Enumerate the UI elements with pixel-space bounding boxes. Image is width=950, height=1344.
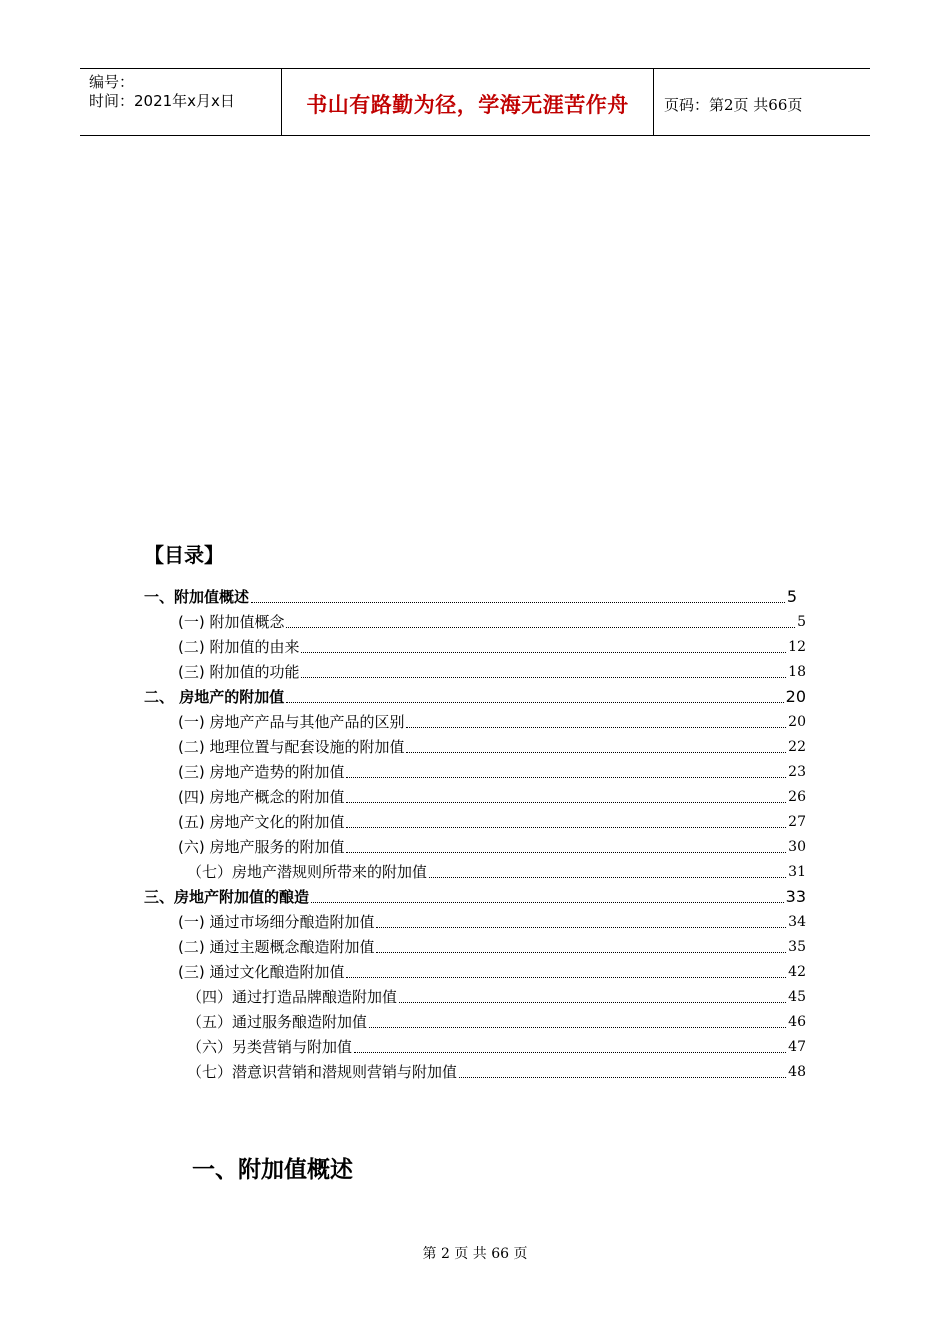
toc-entry-page: 35	[788, 939, 806, 955]
toc-leader	[459, 1076, 786, 1078]
toc-leader	[406, 751, 786, 753]
toc-entry-label: (二) 附加值的由来	[178, 638, 300, 656]
toc-entry-label: (四) 房地产概念的附加值	[178, 788, 345, 806]
toc-entry-page: 23	[788, 764, 806, 780]
toc-entry-page: 20	[785, 687, 806, 706]
toc-entry-page: 48	[788, 1064, 806, 1080]
toc-leader	[376, 926, 786, 928]
toc-entry[interactable]	[144, 808, 806, 833]
toc-leader	[376, 951, 786, 953]
toc-entry-label: （四）通过打造品牌酿造附加值	[187, 988, 398, 1006]
header-page-info: 页码：第2页 共66页	[664, 95, 803, 114]
header-time-label: 时间：2021年x月x日	[89, 92, 235, 110]
toc-leader	[301, 651, 786, 653]
toc-entry[interactable]	[144, 658, 806, 683]
toc-entry-page: 12	[788, 639, 806, 655]
toc-entry-label: （六）另类营销与附加值	[187, 1038, 353, 1056]
toc-entry-label: (一) 房地产产品与其他产品的区别	[178, 713, 405, 731]
toc-entry[interactable]	[144, 908, 806, 933]
toc-entry-page: 33	[785, 887, 806, 906]
header-number-label: 编号：	[89, 73, 135, 91]
table-of-contents	[144, 583, 806, 1083]
toc-entry[interactable]	[144, 683, 806, 708]
toc-entry-page: 18	[788, 664, 806, 680]
toc-leader	[346, 801, 786, 803]
toc-leader	[346, 776, 786, 778]
toc-entry-label: (五) 房地产文化的附加值	[178, 813, 345, 831]
toc-leader	[346, 851, 786, 853]
page-header	[80, 68, 870, 136]
toc-entry[interactable]	[144, 883, 806, 908]
toc-entry[interactable]	[144, 733, 806, 758]
toc-entry[interactable]	[144, 983, 806, 1008]
toc-entry-label: (二) 通过主题概念酿造附加值	[178, 938, 375, 956]
section-heading: 一、附加值概述	[192, 1157, 353, 1183]
toc-entry-label: (一) 附加值概念	[178, 613, 285, 631]
toc-entry-label: (三) 附加值的功能	[178, 663, 300, 681]
toc-entry[interactable]	[144, 858, 806, 883]
toc-entry-label: (二) 地理位置与配套设施的附加值	[178, 738, 405, 756]
toc-entry[interactable]	[144, 608, 806, 633]
toc-entry[interactable]	[144, 933, 806, 958]
toc-entry-label: （五）通过服务酿造附加值	[187, 1013, 368, 1031]
toc-entry-label: 一、附加值概述	[144, 588, 250, 606]
toc-entry-label: (三) 通过文化酿造附加值	[178, 963, 345, 981]
toc-entry[interactable]	[144, 758, 806, 783]
toc-entry-label: (六) 房地产服务的附加值	[178, 838, 345, 856]
toc-leader	[406, 726, 786, 728]
toc-entry-page: 47	[788, 1039, 806, 1055]
toc-leader	[251, 601, 785, 603]
toc-entry-page: 5	[786, 587, 797, 606]
toc-leader	[311, 901, 784, 903]
toc-entry-label: (一) 通过市场细分酿造附加值	[178, 913, 375, 931]
toc-leader	[399, 1001, 786, 1003]
toc-entry[interactable]	[144, 1008, 806, 1033]
toc-leader	[369, 1026, 786, 1028]
toc-entry-page: 5	[797, 614, 806, 630]
header-motto: 书山有路勤为径，学海无涯苦作舟	[306, 92, 629, 117]
toc-entry-page: 42	[788, 964, 806, 980]
toc-leader	[286, 701, 783, 703]
toc-entry-label: 三、房地产附加值的酿造	[144, 888, 310, 906]
toc-leader	[429, 876, 786, 878]
toc-entry-page: 27	[788, 814, 806, 830]
toc-leader	[286, 626, 795, 628]
toc-entry-label: （七）潜意识营销和潜规则营销与附加值	[187, 1063, 458, 1081]
toc-entry[interactable]	[144, 1058, 806, 1083]
toc-entry[interactable]	[144, 708, 806, 733]
toc-entry[interactable]	[144, 633, 806, 658]
toc-entry[interactable]	[144, 583, 806, 608]
header-meta	[80, 69, 281, 135]
toc-leader	[301, 676, 786, 678]
toc-entry-page: 20	[788, 714, 806, 730]
toc-leader	[354, 1051, 786, 1053]
toc-leader	[346, 976, 786, 978]
toc-entry[interactable]	[144, 958, 806, 983]
toc-entry-label: (三) 房地产造势的附加值	[178, 763, 345, 781]
toc-entry-page: 30	[788, 839, 806, 855]
toc-entry[interactable]	[144, 1033, 806, 1058]
toc-entry[interactable]	[144, 833, 806, 858]
toc-leader	[346, 826, 786, 828]
toc-entry[interactable]	[144, 783, 806, 808]
toc-title: 【目录】	[144, 543, 224, 567]
toc-entry-page: 45	[788, 989, 806, 1005]
header-motto-cell	[281, 69, 654, 135]
toc-entry-page: 46	[788, 1014, 806, 1030]
toc-entry-page: 26	[788, 789, 806, 805]
toc-entry-label: （七）房地产潜规则所带来的附加值	[187, 863, 428, 881]
toc-entry-page: 31	[788, 864, 806, 880]
toc-entry-page: 22	[788, 739, 806, 755]
page-footer: 第 2 页 共 66 页	[422, 1246, 528, 1262]
toc-entry-label: 二、 房地产的附加值	[144, 688, 285, 706]
toc-entry-page: 34	[788, 914, 806, 930]
